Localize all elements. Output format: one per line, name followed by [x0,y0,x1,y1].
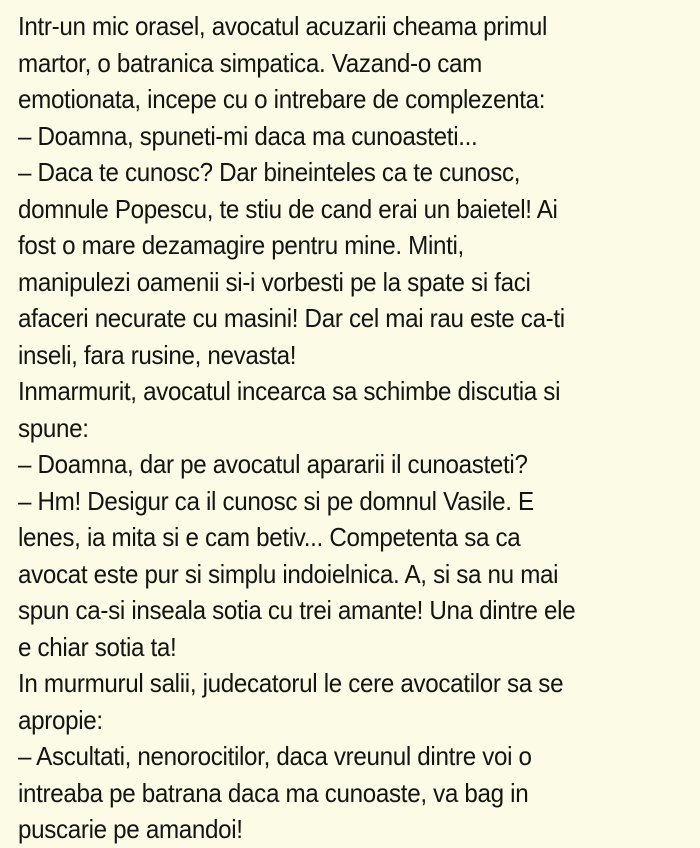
text-line-16: avocat este pur si simplu indoielnica. A, si sa nu mai [18,558,559,589]
text-line-17: spun ca-si inseala sotia cu trei amante! Una dintre ele [18,595,576,625]
text-line-11: Inmarmurit, avocatul incearca sa schimbe discutia si [18,376,561,406]
text-line-7: fost o mare dezamagire pentru mine. Minti, [18,230,464,260]
text-line-14: – Hm! Desigur ca il cunosc si pe domnul Vasile. E [18,485,534,516]
joke-text-block [18,8,690,848]
text-line-15: lenes, ia mita si e cam betiv... Competenta sa ca [18,522,521,552]
text-line-6: domnule Popescu, te stiu de cand erai un baietel! Ai [18,193,558,224]
text-line-19: In murmurul salii, judecatorul le cere avocatilor sa se [18,668,564,698]
text-line-2: martor, o batranica simpatica. Vazand-o cam [18,47,482,78]
text-line-1: Intr-un mic orasel, avocatul acuzarii cheama primul [18,11,548,41]
text-line-18: e chiar sotia ta! [18,631,177,662]
text-line-10: inseli, fara rusine, nevasta! [18,339,297,370]
text-line-21: – Ascultati, nenorocitilor, daca vreunul dintre voi o [18,741,532,771]
text-line-12: spune: [18,412,89,443]
text-line-4: – Doamna, spuneti-mi daca ma cunoasteti... [18,120,478,151]
text-line-13: – Doamna, dar pe avocatul apararii il cunoasteti? [18,449,528,479]
text-line-3: emotionata, incepe cu o intrebare de complezenta: [18,84,546,114]
text-line-20: apropie: [18,704,103,735]
text-line-22: intreaba pe batrana daca ma cunoaste, va bag in [18,777,529,808]
text-line-23: puscarie pe amandoi! [18,814,243,844]
text-line-5: – Daca te cunosc? Dar bineinteles ca te cunosc, [18,157,521,187]
text-line-8: manipulezi oamenii si-i vorbesti pe la spate si faci [18,266,531,297]
text-line-9: afaceri necurate cu masini! Dar cel mai rau este ca-ti [18,303,565,333]
